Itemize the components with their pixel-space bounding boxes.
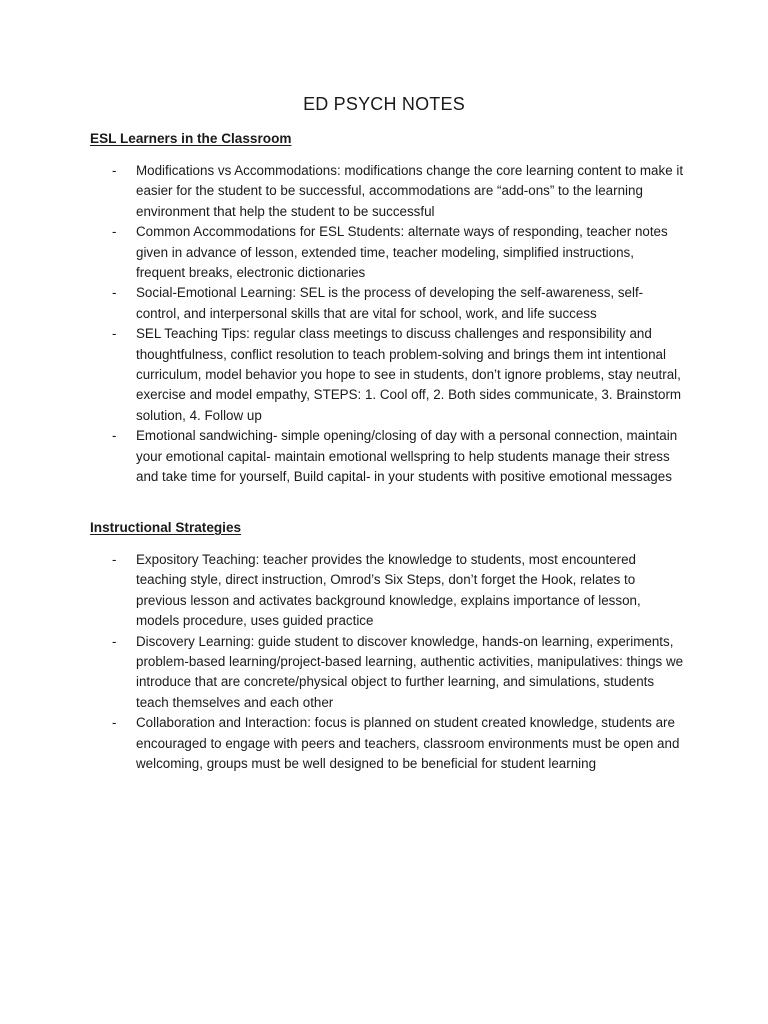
bullet-dash: - <box>112 224 117 240</box>
list-item <box>112 550 684 632</box>
bullet-dash: - <box>112 552 117 567</box>
list-item <box>112 713 684 774</box>
bullet-list-esl-learners <box>112 161 684 488</box>
list-item-text: Social-Emotional Learning: SEL is the process of developing the self-awareness, self-control, and interpersonal skills that are vital for school, work, and life success <box>136 285 644 321</box>
page-title: ED PSYCH NOTES <box>303 94 465 114</box>
bullet-dash: - <box>112 326 117 342</box>
section-heading-instructional-strategies: Instructional Strategies <box>90 520 242 535</box>
list-item-text: SEL Teaching Tips: regular class meetings to discuss challenges and responsibility and thoughtfulness, conflict resolution to teach problem-solving and brings them int intentional curriculum, model behavior you hope to see in students, don’t ignore problems, stay neutral, exercise and model empathy, STEPS: 1. Cool off, 2. Both sides communicate, 3. Brainstorm solution, 4. Follow up <box>136 326 682 423</box>
section-heading-esl-learners: ESL Learners in the Classroom <box>90 131 292 146</box>
list-item-text: Expository Teaching: teacher provides the knowledge to students, most encountered teaching style, direct instruction, Omrod’s Six Steps, don’t forget the Hook, relates to previous lesson and activates background knowledge, explains importance of lesson, models procedure, uses guided practice <box>136 552 641 629</box>
bullet-list-instructional-strategies <box>112 550 684 774</box>
list-item-text: Collaboration and Interaction: focus is planned on student created knowledge, students are encouraged to engage with peers and teachers, classroom environments must be open and welcoming, groups must be well designed to be beneficial for student learning <box>136 715 680 772</box>
list-item-text: Modifications vs Accommodations: modifications change the core learning content to make it easier for the student to be successful, accommodations are “add-ons” to the learning environment that help the student to be successful <box>136 163 684 219</box>
list-item <box>112 283 684 324</box>
list-item-text: Common Accommodations for ESL Students: alternate ways of responding, teacher notes given in advance of lesson, extended time, teacher modeling, simplified instructions, frequent breaks, electronic dictionaries <box>136 224 668 281</box>
list-item-text: Emotional sandwiching- simple opening/closing of day with a personal connection, maintain your emotional capital- maintain emotional wellspring to help students manage their stress and take time for yourself, Build capital- in your students with positive emotional messages <box>136 428 678 485</box>
bullet-dash: - <box>112 633 117 649</box>
bullet-dash: - <box>112 163 117 178</box>
bullet-dash: - <box>112 285 117 301</box>
list-item <box>112 161 684 222</box>
list-item <box>112 222 684 283</box>
list-item <box>112 426 684 487</box>
list-item-text: Discovery Learning: guide student to discover knowledge, hands-on learning, experiments, problem-based learning/project-based learning, authentic activities, manipulatives: things we introduce that are concrete/physical object to further learning, and simulations, students teach themselves and each other <box>136 633 684 710</box>
bullet-dash: - <box>112 715 117 731</box>
bullet-dash: - <box>112 428 117 444</box>
list-item <box>112 632 684 714</box>
list-item <box>112 324 684 426</box>
